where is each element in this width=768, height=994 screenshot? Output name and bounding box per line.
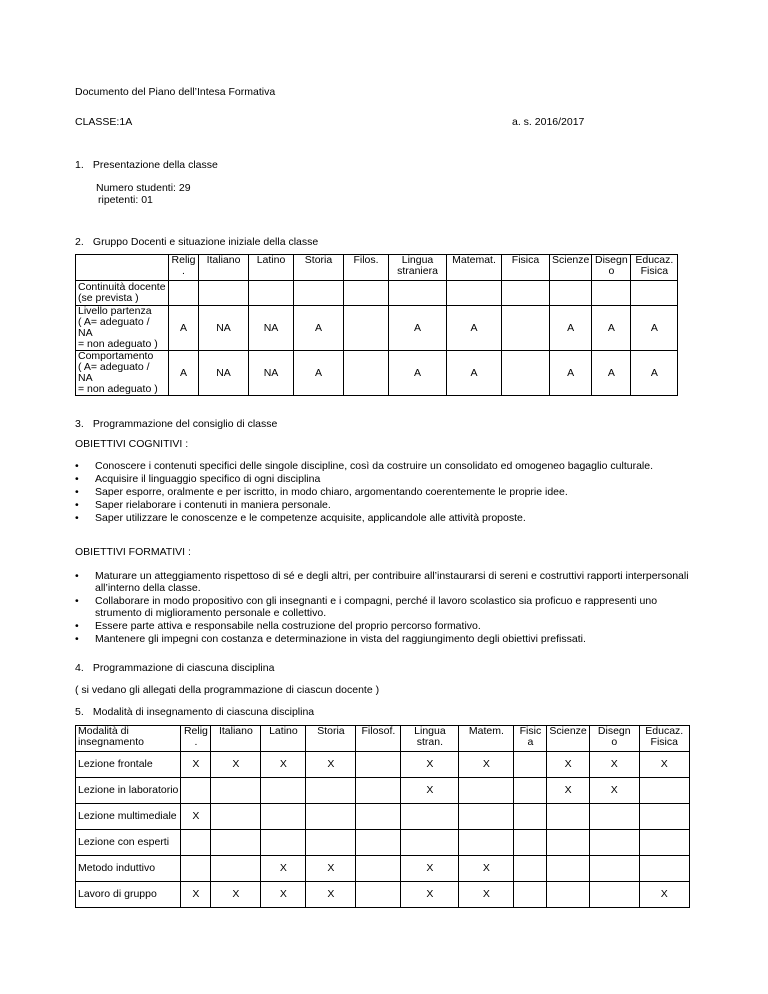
section-title: Gruppo Docenti e situazione iniziale della classe	[92, 236, 319, 248]
table-cell	[514, 778, 547, 804]
table-cell	[401, 830, 459, 856]
table-cell: A	[447, 306, 502, 351]
column-header: Relig .	[181, 726, 211, 752]
teaching-methods-table	[75, 725, 690, 908]
section-title: Presentazione della classe	[92, 159, 218, 171]
section-title: Programmazione del consiglio di classe	[92, 418, 278, 430]
table-cell: NA	[249, 306, 294, 351]
table-cell: X	[547, 752, 589, 778]
row-label-text: Continuità docente (se prevista )	[78, 281, 166, 304]
bullet-icon: •	[75, 620, 79, 632]
table-cell	[306, 778, 356, 804]
column-header: Scienze	[547, 726, 589, 752]
table-cell: A	[550, 351, 592, 396]
row-label	[76, 351, 169, 396]
table-cell	[211, 778, 261, 804]
column-header: Scienze	[550, 255, 592, 281]
table-cell: X	[181, 752, 211, 778]
column-header: Educaz. Fisica	[639, 726, 689, 752]
list-item-text: Essere parte attiva e responsabile nella costruzione del proprio percorso formativo.	[95, 620, 481, 632]
column-header: Storia	[294, 255, 344, 281]
table-cell	[211, 830, 261, 856]
table-cell: A	[169, 306, 199, 351]
table-corner	[76, 726, 181, 752]
list-item-text: Conoscere i contenuti specifici delle singole discipline, così da costruire un consolidato ed omogeneo bagaglio culturale.	[95, 460, 654, 472]
row-label: Lavoro di gruppo	[76, 882, 181, 908]
column-header: Lingua stran.	[401, 726, 459, 752]
table-cell	[294, 281, 344, 306]
table-cell	[169, 281, 199, 306]
table-cell	[261, 804, 306, 830]
table-cell: X	[306, 856, 356, 882]
row-label: Lezione con esperti	[76, 830, 181, 856]
list-item-text: Collaborare in modo propositivo con gli insegnanti e i compagni, perché il lavoro scolastico sia proficuo e rappresenti uno strumento di miglioramento personale e collettivo.	[95, 595, 658, 619]
table-row	[76, 830, 690, 856]
row-label: Lezione in laboratorio	[76, 778, 181, 804]
table-cell: A	[169, 351, 199, 396]
table-cell: X	[181, 882, 211, 908]
table-cell: X	[306, 752, 356, 778]
table-cell: X	[639, 882, 689, 908]
table-cell: X	[401, 778, 459, 804]
section-number: 3.	[75, 418, 84, 430]
table-cell	[306, 830, 356, 856]
table-cell	[639, 856, 689, 882]
list-item	[75, 633, 695, 645]
section-3-heading	[75, 418, 277, 430]
table-cell	[514, 882, 547, 908]
table-cell	[589, 804, 639, 830]
class-label: CLASSE:1A	[75, 116, 133, 128]
column-header: Italiano	[199, 255, 249, 281]
table-cell: X	[459, 856, 514, 882]
table-cell: X	[459, 882, 514, 908]
table-cell: X	[211, 882, 261, 908]
table-cell: X	[401, 856, 459, 882]
bullet-icon: •	[75, 460, 79, 472]
bullet-icon: •	[75, 499, 79, 511]
table-header-row	[76, 255, 678, 281]
column-header: Matemat.	[447, 255, 502, 281]
table-row	[76, 351, 678, 396]
column-header: Latino	[261, 726, 306, 752]
table-cell: A	[550, 306, 592, 351]
column-header: Latino	[249, 255, 294, 281]
table-cell	[181, 778, 211, 804]
list-item	[75, 595, 695, 619]
table-row	[76, 804, 690, 830]
table-cell	[502, 281, 550, 306]
table-cell	[356, 882, 401, 908]
section-title: Modalità di insegnamento di ciascuna disciplina	[92, 706, 315, 718]
table-cell	[211, 856, 261, 882]
row-label-text: Comportamento ( A= adeguato / NA = non adeguato )	[78, 350, 158, 395]
table-cell	[639, 830, 689, 856]
table-cell	[447, 281, 502, 306]
table-cell	[514, 804, 547, 830]
table-cell	[181, 830, 211, 856]
list-item	[75, 512, 695, 524]
table-cell: NA	[199, 351, 249, 396]
bullet-icon: •	[75, 633, 79, 645]
column-header: Storia	[306, 726, 356, 752]
table-cell	[514, 830, 547, 856]
table-row	[76, 778, 690, 804]
table-cell: X	[181, 804, 211, 830]
table-cell: A	[389, 306, 447, 351]
list-item	[75, 620, 695, 632]
students-count: Numero studenti: 29	[96, 182, 191, 194]
list-item	[75, 570, 695, 594]
table-cell: X	[401, 752, 459, 778]
table-cell	[459, 804, 514, 830]
school-year: a. s. 2016/2017	[512, 116, 585, 128]
table-cell	[344, 281, 389, 306]
section-number: 5.	[75, 706, 84, 718]
table-cell: A	[294, 306, 344, 351]
table-cell	[547, 882, 589, 908]
table-cell	[356, 752, 401, 778]
programming-note: ( si vedano gli allegati della programmazione di ciascun docente )	[75, 684, 380, 696]
table-cell	[344, 306, 389, 351]
column-header: Fisic a	[514, 726, 547, 752]
column-header: Fisica	[502, 255, 550, 281]
table-cell: X	[306, 882, 356, 908]
table-cell: A	[294, 351, 344, 396]
table-cell	[589, 882, 639, 908]
list-item-text: Saper utilizzare le conoscenze e le competenze acquisite, applicandole alle attività proposte.	[95, 512, 526, 524]
table-cell	[459, 830, 514, 856]
table-cell: X	[639, 752, 689, 778]
table-cell: NA	[199, 306, 249, 351]
table-cell: X	[211, 752, 261, 778]
column-header: Filos.	[344, 255, 389, 281]
table-corner	[76, 255, 169, 281]
table-cell	[502, 351, 550, 396]
table-cell	[344, 351, 389, 396]
table-cell: X	[261, 882, 306, 908]
table-cell	[181, 856, 211, 882]
table-cell	[589, 856, 639, 882]
table-cell	[547, 804, 589, 830]
column-header: Italiano	[211, 726, 261, 752]
table-cell: A	[447, 351, 502, 396]
table-cell	[514, 856, 547, 882]
bullet-icon: •	[75, 473, 79, 485]
table-cell: NA	[249, 351, 294, 396]
table-cell	[547, 830, 589, 856]
table-cell: X	[547, 778, 589, 804]
table-cell: A	[592, 306, 631, 351]
formative-objectives-heading: OBIETTIVI FORMATIVI :	[75, 546, 191, 558]
section-5-heading	[75, 706, 314, 718]
table-cell: A	[592, 351, 631, 396]
table-cell	[459, 778, 514, 804]
list-item	[75, 473, 695, 485]
section-number: 1.	[75, 159, 84, 171]
table-cell	[261, 778, 306, 804]
corner-label: Modalità di insegnamento	[78, 725, 144, 748]
row-label: Metodo induttivo	[76, 856, 181, 882]
repeaters-count: ripetenti: 01	[98, 194, 153, 206]
column-header: Educaz. Fisica	[631, 255, 678, 281]
row-label	[76, 306, 169, 351]
section-4-heading	[75, 662, 274, 674]
section-number: 2.	[75, 236, 84, 248]
formative-objectives-list	[75, 570, 695, 646]
table-cell: X	[589, 778, 639, 804]
table-cell	[306, 804, 356, 830]
section-title: Programmazione di ciascuna disciplina	[92, 662, 275, 674]
column-header: Relig .	[169, 255, 199, 281]
table-row	[76, 752, 690, 778]
row-label: Lezione frontale	[76, 752, 181, 778]
table-cell	[592, 281, 631, 306]
table-cell: X	[401, 882, 459, 908]
row-label: Lezione multimediale	[76, 804, 181, 830]
cognitive-objectives-list	[75, 460, 695, 525]
table-cell	[356, 856, 401, 882]
table-cell: X	[589, 752, 639, 778]
document-title: Documento del Piano dell’Intesa Formativa	[75, 86, 276, 98]
table-row	[76, 856, 690, 882]
table-cell: X	[261, 856, 306, 882]
table-row	[76, 306, 678, 351]
bullet-icon: •	[75, 512, 79, 524]
list-item-text: Acquisire il linguaggio specifico di ogni disciplina	[95, 473, 321, 485]
table-cell	[389, 281, 447, 306]
bullet-icon: •	[75, 595, 79, 607]
list-item	[75, 460, 695, 472]
table-cell: X	[261, 752, 306, 778]
bullet-icon: •	[75, 570, 79, 582]
table-cell	[589, 830, 639, 856]
table-cell	[550, 281, 592, 306]
section-1-heading	[75, 159, 218, 171]
table-row	[76, 281, 678, 306]
table-cell	[547, 856, 589, 882]
row-label	[76, 281, 169, 306]
bullet-icon: •	[75, 486, 79, 498]
section-number: 4.	[75, 662, 84, 674]
column-header: Lingua straniera	[389, 255, 447, 281]
list-item	[75, 486, 695, 498]
table-cell	[249, 281, 294, 306]
table-cell	[356, 804, 401, 830]
column-header: Disegn o	[592, 255, 631, 281]
list-item-text: Mantenere gli impegni con costanza e determinazione in vista del raggiungimento degli obiettivi prefissati.	[95, 633, 586, 645]
table-row	[76, 882, 690, 908]
list-item	[75, 499, 695, 511]
list-item-text: Saper esporre, oralmente e per iscritto, in modo chiaro, argomentando coerentemente le proprie idee.	[95, 486, 568, 498]
table-cell: A	[389, 351, 447, 396]
table-header-row	[76, 726, 690, 752]
cognitive-objectives-heading: OBIETTIVI COGNITIVI :	[75, 438, 189, 450]
list-item-text: Saper rielaborare i contenuti in maniera personale.	[95, 499, 331, 511]
table-cell	[514, 752, 547, 778]
column-header: Matem.	[459, 726, 514, 752]
table-cell	[639, 778, 689, 804]
column-header: Disegn o	[589, 726, 639, 752]
table-cell	[211, 804, 261, 830]
table-cell	[631, 281, 678, 306]
column-header: Filosof.	[356, 726, 401, 752]
section-2-heading	[75, 236, 318, 248]
table-cell	[639, 804, 689, 830]
teachers-table	[75, 254, 678, 396]
table-cell: A	[631, 351, 678, 396]
table-cell	[401, 804, 459, 830]
list-item-text: Maturare un atteggiamento rispettoso di sé e degli altri, per contribuire all’instaurarsi di sereni e costruttivi rapporti interpersonali all’interno della classe.	[95, 570, 689, 594]
row-label-text: Livello partenza ( A= adeguato / NA = non adeguato )	[78, 305, 158, 350]
table-cell	[356, 778, 401, 804]
table-cell: A	[631, 306, 678, 351]
table-cell	[356, 830, 401, 856]
table-cell: X	[459, 752, 514, 778]
table-cell	[199, 281, 249, 306]
table-cell	[261, 830, 306, 856]
table-cell	[502, 306, 550, 351]
